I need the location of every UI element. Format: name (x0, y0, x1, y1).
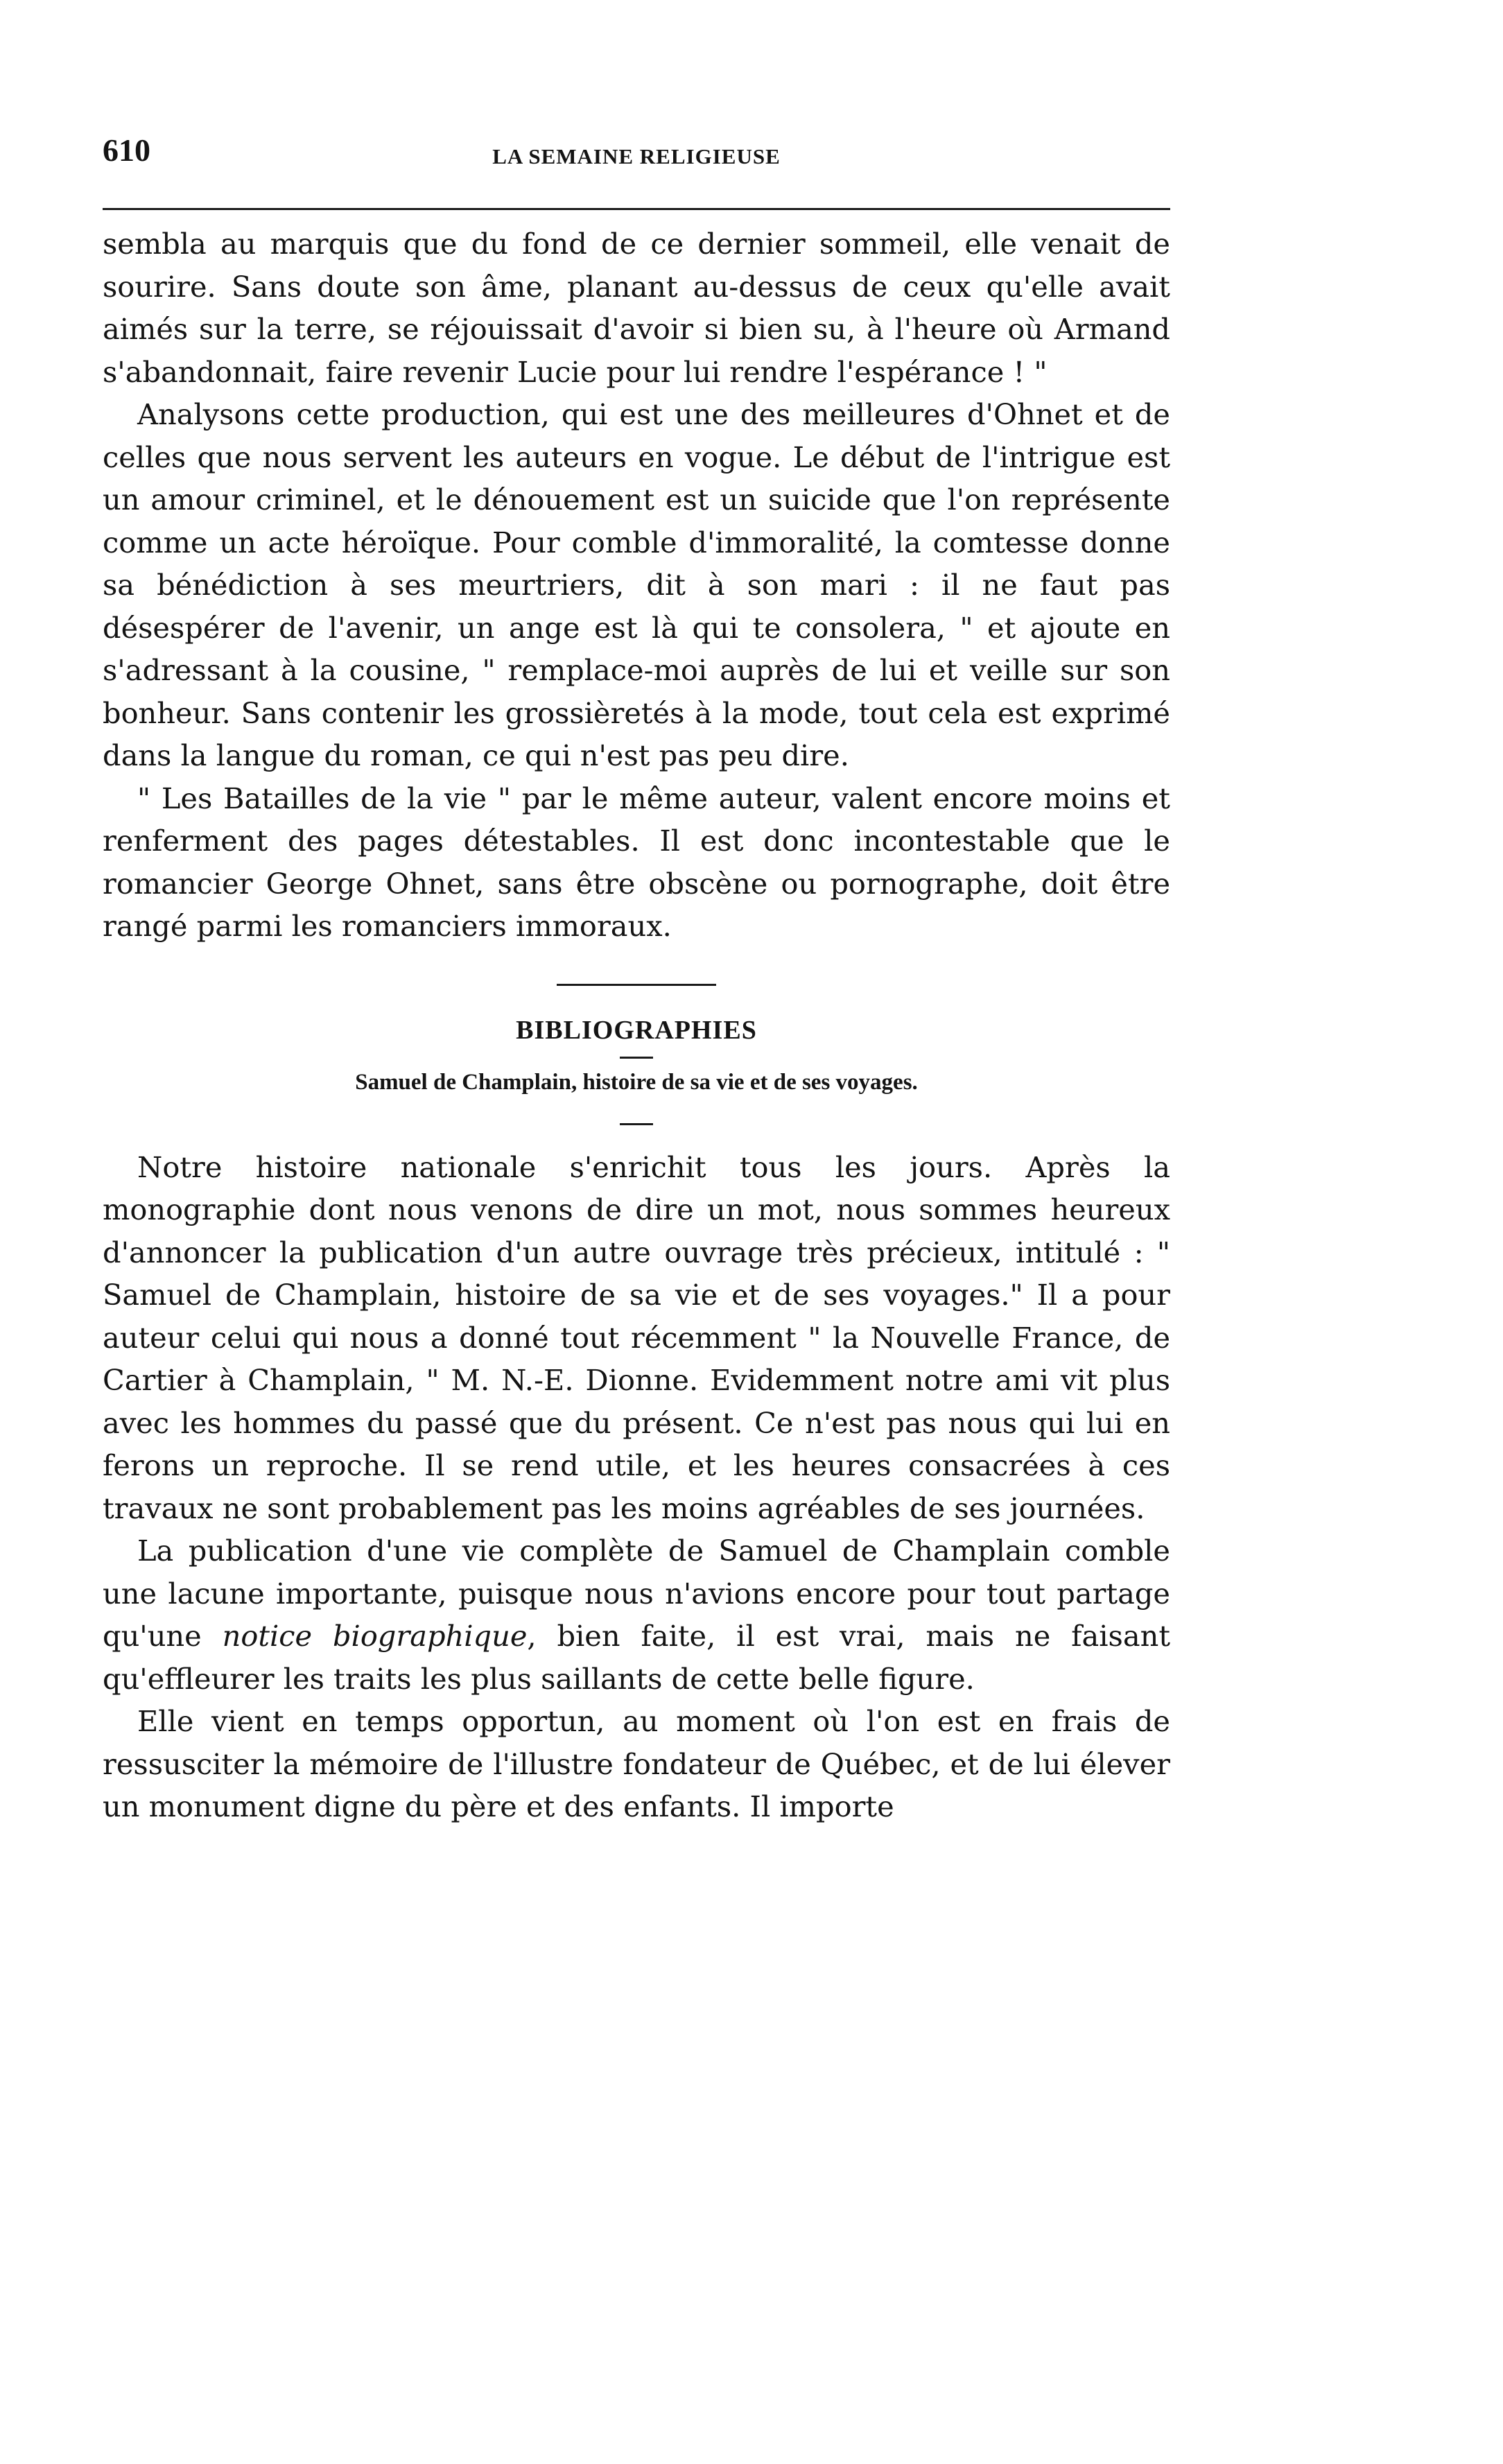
title-dash (620, 1057, 653, 1059)
paragraph-publication (103, 1529, 1170, 1700)
page-number: 610 (103, 132, 150, 168)
section-title: BIBLIOGRAPHIES (516, 1015, 757, 1045)
paragraph-opportun: Elle vient en temps opportun, au moment où l'on est en frais de ressusciter la mémoire de l'illustre fondateur de Québec, et de lui élever un monument digne du père et des enfants. Il importe (103, 1704, 1170, 1823)
section-divider (557, 984, 716, 986)
paragraph-batailles: " Les Batailles de la vie " par le même auteur, valent encore moins et renferment des pages détestables. Il est donc incontestable que le romancier George Ohnet, sans être obscène ou pornographe, doit être rangé parmi les romanciers immoraux. (103, 781, 1170, 943)
paragraph-continued: sembla au marquis que du fond de ce dernier sommeil, elle venait de sourire. Sans doute son âme, planant au-dessus de ceux qu'elle avait aimés sur la terre, se réjouissait d'avoir si bien su, à l'heure où Armand s'abandonnait, faire revenir Lucie pour lui rendre l'espérance ! " (103, 227, 1170, 389)
paragraph-analysis: Analysons cette production, qui est une des meilleures d'Ohnet et de celles que nous servent les auteurs en vogue. Le début de l'intrigue est un amour criminel, et le dénouement est un suicide que l'on représente comme un acte héroïque. Pour comble d'immoralité, la comtesse donne sa bénédiction à ses meurtriers, dit à son mari : il ne faut pas désespérer de l'avenir, un ange est là qui te consolera, " et ajoute en s'adressant à la cousine, " remplace-moi auprès de lui et veille sur son bonheur. Sans contenir les grossièretés à la mode, tout cela est exprimé dans la langue du roman, ce qui n'est pas peu dire. (103, 397, 1170, 772)
journal-title: LA SEMAINE RELIGIEUSE (492, 144, 781, 168)
publication-text-end: , bien faite, il est vrai, mais ne faisant qu'effleurer les traits les plus saillants de cette belle figure. (103, 1619, 1170, 1696)
publication-text-start: La publication d'une vie complète de Samuel de Champlain comble une lacune importante, puisque nous n'avions encore pour tout partage qu'une (103, 1534, 1170, 1653)
header-rule (103, 208, 1170, 210)
notice-biographique: notice biographique (222, 1619, 528, 1653)
paragraph-histoire: Notre histoire nationale s'enrichit tous les jours. Après la monographie dont nous venons de dire un mot, nous sommes heureux d'annoncer la publication d'un autre ouvrage très précieux, intitulé : " Samuel de Champlain, histoire de sa vie et de ses voyages." Il a pour auteur celui qui nous a donné tout récemment " la Nouvelle France, de Cartier à Champlain, " M. N.-E. Dionne. Evidemment notre ami vit plus avec les hommes du passé que du présent. Ce n'est pas nous qui lui en ferons un reproche. Il se rend utile, et les heures consacrées à ces travaux ne sont probablement pas les moins agréables de ses journées. (103, 1149, 1170, 1525)
subtitle-dash (620, 1123, 653, 1125)
section-subtitle: Samuel de Champlain, histoire de sa vie et de ses voyages. (355, 1069, 918, 1095)
page (103, 104, 1170, 1828)
running-head (103, 104, 1170, 168)
